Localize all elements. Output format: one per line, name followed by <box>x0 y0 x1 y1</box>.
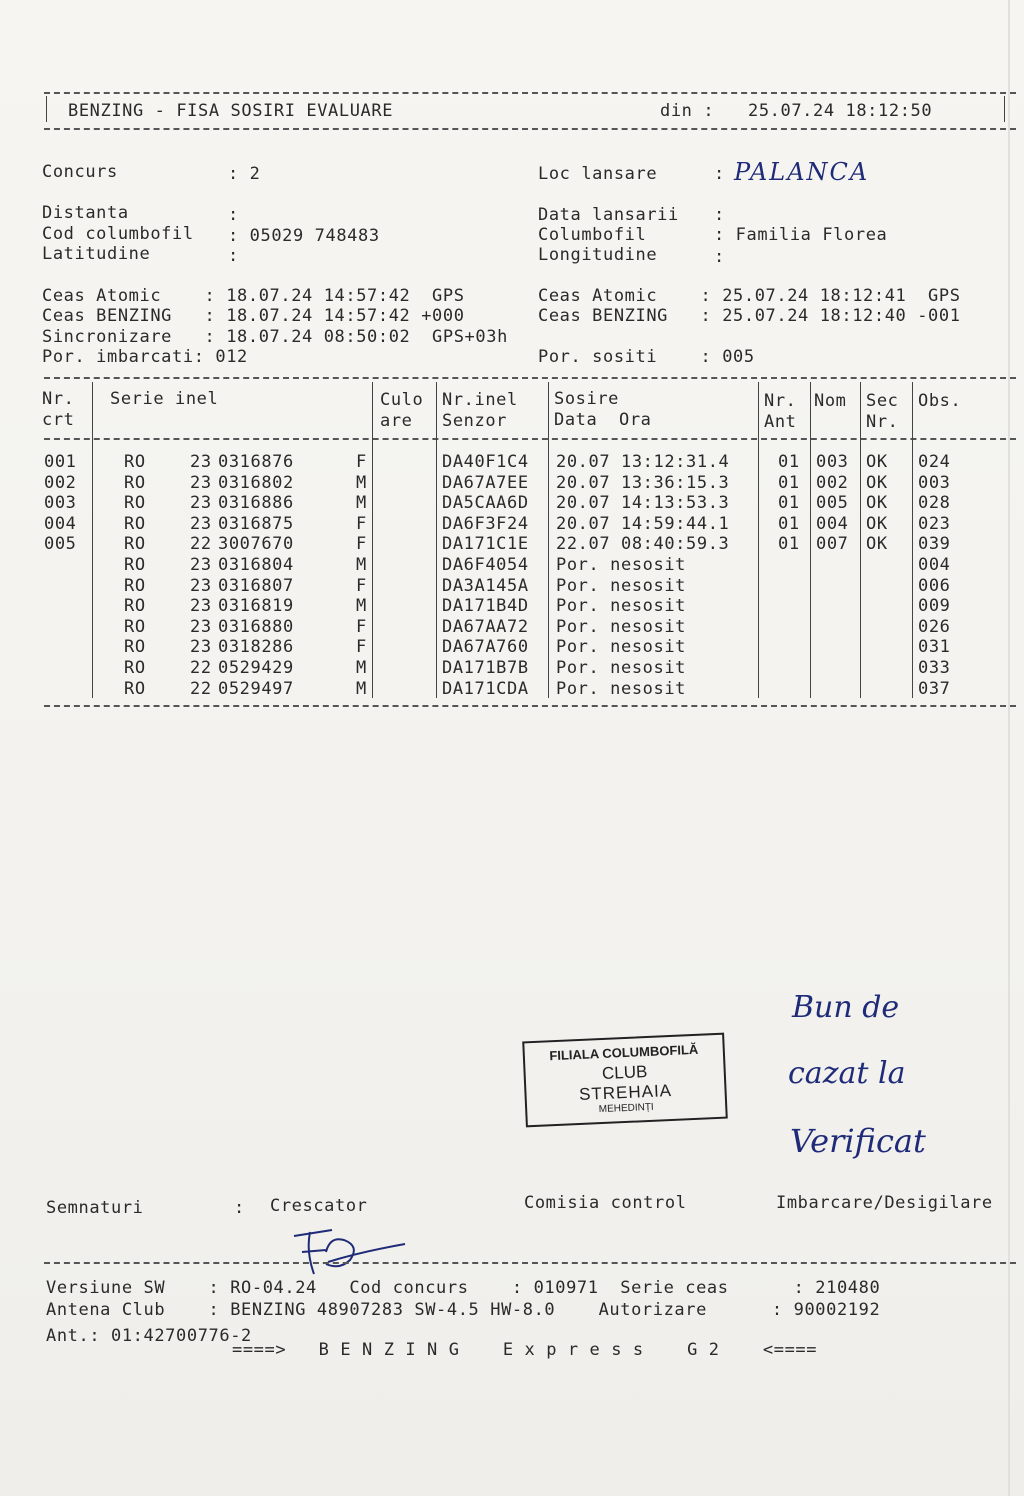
cell-arr: 22.07 08:40:59.3 <box>556 534 730 555</box>
cell-c: RO <box>124 555 146 575</box>
distanta-value: : <box>228 205 239 225</box>
cell-c: RO <box>124 493 146 514</box>
cell-c: RO <box>124 534 146 555</box>
concurs-value: : 2 <box>228 164 261 184</box>
cell-ant: 01 <box>778 513 800 534</box>
cell-ring: 0316886 <box>218 493 294 514</box>
col-serie-header: Serie inel <box>110 389 219 409</box>
cell-y: 23 <box>190 493 212 514</box>
cell-obs: 026 <box>918 616 951 637</box>
cell-sex: F <box>356 534 367 555</box>
cell-obs: 004 <box>918 555 951 575</box>
cell-sec: OK <box>866 513 888 534</box>
cell-sensor: DA40F1C4 <box>442 452 529 472</box>
cell-sensor: DA6F3F24 <box>442 513 529 534</box>
signatures-colon: : <box>234 1198 245 1218</box>
cell-c: RO <box>124 513 146 534</box>
cell-obs: 031 <box>918 637 951 658</box>
cell-sex: M <box>356 678 367 699</box>
cell-sensor: DA171CDA <box>442 678 529 699</box>
cell-y: 23 <box>190 637 212 658</box>
cell-sensor: DA67AA72 <box>442 616 529 637</box>
club-stamp <box>522 1033 728 1128</box>
cell-sensor: DA171B4D <box>442 596 529 617</box>
cell-y: 22 <box>190 678 212 699</box>
cell-c: RO <box>124 678 146 699</box>
loc-lansare-label: Loc lansare <box>538 164 658 184</box>
cell-nom: 004 <box>816 513 849 534</box>
signature-imbarcare-label: Imbarcare/Desigilare <box>776 1193 993 1213</box>
col-sep-8 <box>912 382 913 698</box>
cell-obs: 037 <box>918 678 951 699</box>
cell-arr: 20.07 13:36:15.3 <box>556 472 730 493</box>
columbofil-value: : Familia Florea <box>714 225 888 245</box>
stamp-line-4: MEHEDINȚI <box>598 1101 654 1116</box>
cell-ant: 01 <box>778 534 800 555</box>
cell-arr: Por. nesosit <box>556 575 687 596</box>
latitudine-value: : <box>228 246 239 266</box>
header-right-border <box>1004 96 1005 122</box>
clock-end-benzing: Ceas BENZING : 25.07.24 18:12:40 -001 <box>538 306 961 326</box>
cell-nom: 005 <box>816 493 849 514</box>
pigeons-embarked: Por. imbarcati: 012 <box>42 347 248 367</box>
signature-comisia-label: Comisia control <box>524 1193 687 1213</box>
col-sep-4 <box>548 382 549 698</box>
cell-arr: Por. nesosit <box>556 678 687 699</box>
cell-ring: 0316875 <box>218 513 294 534</box>
cod-columbofil-label: Cod columbofil <box>42 224 194 244</box>
cell-nom: 003 <box>816 452 849 472</box>
header-bottom-border <box>44 128 1016 130</box>
cell-sex: M <box>356 658 367 678</box>
cell-sec: OK <box>866 452 888 472</box>
stamp-line-2: CLUB <box>601 1062 648 1083</box>
header-left-border <box>46 96 47 122</box>
clock-start-benzing: Ceas BENZING : 18.07.24 14:57:42 +000 <box>42 306 465 326</box>
table-header-separator <box>44 438 1016 440</box>
col-dataora-header: Data Ora <box>554 410 652 430</box>
cell-sex: F <box>356 616 367 637</box>
footer-line-2: Antena Club : BENZING 48907283 SW-4.5 HW-8.0 Autorizare : 90002192 <box>46 1300 881 1320</box>
clock-sync: Sincronizare : 18.07.24 08:50:02 GPS+03h <box>42 327 508 347</box>
crescator-signature <box>280 1222 420 1278</box>
data-lansarii-label: Data lansarii <box>538 205 679 225</box>
cell-sensor: DA67A7EE <box>442 472 529 493</box>
cell-ring: 0529497 <box>218 678 294 699</box>
col-ant-header: Ant <box>764 412 797 432</box>
col-senzor-header: Senzor <box>442 411 508 431</box>
cell-sensor: DA67A760 <box>442 637 529 658</box>
date-value: 25.07.24 18:12:50 <box>748 101 933 121</box>
cell-arr: Por. nesosit <box>556 658 687 678</box>
concurs-label: Concurs <box>42 162 118 182</box>
cell-obs: 024 <box>918 452 951 472</box>
cell-ring: 0316876 <box>218 452 294 472</box>
cell-ant: 01 <box>778 472 800 493</box>
cell-ring: 0316807 <box>218 575 294 596</box>
cell-c: RO <box>124 575 146 596</box>
cell-nr: 001 <box>44 452 77 472</box>
paper-fold-line <box>1008 0 1010 1496</box>
footer-line-4: ====> B E N Z I N G E x p r e s s G 2 <==== <box>232 1340 818 1360</box>
footer-top-border <box>44 1262 1016 1264</box>
col-culo-header: Culo <box>380 390 424 410</box>
col-sep-7 <box>860 382 861 698</box>
cell-y: 23 <box>190 616 212 637</box>
cell-ring: 3007670 <box>218 534 294 555</box>
cell-y: 23 <box>190 596 212 617</box>
header-top-border <box>44 92 1016 94</box>
cell-y: 22 <box>190 534 212 555</box>
col-obs-header: Obs. <box>918 391 962 411</box>
handwritten-loc-lansare: PALANCA <box>734 158 870 186</box>
clock-end-atomic: Ceas Atomic : 25.07.24 18:12:41 GPS <box>538 286 961 306</box>
col-secnr-header: Nr. <box>866 412 899 432</box>
cell-sex: M <box>356 555 367 575</box>
col-sep-2 <box>372 382 373 698</box>
col-nrinel-header: Nr.inel <box>442 390 518 410</box>
signatures-label: Semnaturi <box>46 1198 144 1218</box>
cell-obs: 006 <box>918 575 951 596</box>
cell-sensor: DA6F4054 <box>442 555 529 575</box>
cell-obs: 009 <box>918 596 951 617</box>
cell-arr: Por. nesosit <box>556 616 687 637</box>
distanta-label: Distanta <box>42 203 129 223</box>
handwritten-note-2: cazat la <box>788 1056 906 1091</box>
table-bottom-border <box>44 705 1016 707</box>
cell-nr: 003 <box>44 493 77 514</box>
cell-y: 23 <box>190 513 212 534</box>
cell-nom: 002 <box>816 472 849 493</box>
cell-sex: F <box>356 575 367 596</box>
cell-c: RO <box>124 472 146 493</box>
cell-nr: 002 <box>44 472 77 493</box>
col-nrant-header: Nr. <box>764 391 797 411</box>
cell-ring: 0529429 <box>218 658 294 678</box>
cell-c: RO <box>124 658 146 678</box>
footer-line-1: Versiune SW : RO-04.24 Cod concurs : 010971 Serie ceas : 210480 <box>46 1278 881 1298</box>
data-lansarii-value: : <box>714 205 725 225</box>
cell-sec: OK <box>866 472 888 493</box>
latitudine-label: Latitudine <box>42 244 151 264</box>
cell-y: 23 <box>190 452 212 472</box>
cell-sensor: DA5CAA6D <box>442 493 529 514</box>
cell-sex: F <box>356 637 367 658</box>
cell-sensor: DA171B7B <box>442 658 529 678</box>
cell-arr: 20.07 14:13:53.3 <box>556 493 730 514</box>
col-sep-5 <box>758 382 759 698</box>
cell-ring: 0316802 <box>218 472 294 493</box>
cell-y: 23 <box>190 575 212 596</box>
cell-c: RO <box>124 596 146 617</box>
stamp-line-3: STREHAIA <box>578 1080 673 1105</box>
document-title: BENZING - FISA SOSIRI EVALUARE <box>68 101 394 121</box>
cell-sex: M <box>356 493 367 514</box>
signature-crescator-label: Crescator <box>270 1196 368 1216</box>
cell-arr: Por. nesosit <box>556 555 687 575</box>
cod-columbofil-value: : 05029 748483 <box>228 226 380 246</box>
columbofil-label: Columbofil <box>538 225 647 245</box>
clock-start-atomic: Ceas Atomic : 18.07.24 14:57:42 GPS <box>42 286 465 306</box>
cell-nr: 004 <box>44 513 77 534</box>
cell-obs: 033 <box>918 658 951 678</box>
cell-y: 23 <box>190 555 212 575</box>
cell-obs: 028 <box>918 493 951 514</box>
cell-c: RO <box>124 616 146 637</box>
cell-sex: F <box>356 513 367 534</box>
cell-sex: M <box>356 596 367 617</box>
col-crt-header: crt <box>42 410 75 430</box>
cell-c: RO <box>124 637 146 658</box>
cell-sec: OK <box>866 493 888 514</box>
table-top-border <box>44 377 1016 379</box>
cell-obs: 023 <box>918 513 951 534</box>
cell-c: RO <box>124 452 146 472</box>
cell-y: 23 <box>190 472 212 493</box>
handwritten-note-3: Verificat <box>790 1122 926 1160</box>
pigeons-arrived: Por. sositi : 005 <box>538 347 755 367</box>
cell-ring: 0316804 <box>218 555 294 575</box>
stamp-line-1: FILIALA COLUMBOFILĂ <box>549 1041 699 1064</box>
cell-ant: 01 <box>778 493 800 514</box>
cell-arr: Por. nesosit <box>556 596 687 617</box>
handwritten-note-1: Bun de <box>792 990 900 1025</box>
cell-sensor: DA3A145A <box>442 575 529 596</box>
longitudine-value: : <box>714 247 725 267</box>
cell-arr: Por. nesosit <box>556 637 687 658</box>
col-sep-3 <box>436 382 437 698</box>
cell-ring: 0316880 <box>218 616 294 637</box>
cell-obs: 003 <box>918 472 951 493</box>
cell-sex: F <box>356 452 367 472</box>
col-sec-header: Sec <box>866 391 899 411</box>
col-nom-header: Nom <box>814 391 847 411</box>
cell-nom: 007 <box>816 534 849 555</box>
cell-arr: 20.07 14:59:44.1 <box>556 513 730 534</box>
cell-obs: 039 <box>918 534 951 555</box>
col-nr-header: Nr. <box>42 389 75 409</box>
col-sosire-header: Sosire <box>554 389 620 409</box>
loc-lansare-colon: : <box>714 164 725 184</box>
col-sep-6 <box>810 382 811 698</box>
cell-ant: 01 <box>778 452 800 472</box>
col-sep-1 <box>92 382 93 698</box>
footer-line-3: Ant.: 01:42700776-2 <box>46 1326 252 1346</box>
cell-sec: OK <box>866 534 888 555</box>
cell-y: 22 <box>190 658 212 678</box>
cell-ring: 0316819 <box>218 596 294 617</box>
cell-arr: 20.07 13:12:31.4 <box>556 452 730 472</box>
col-are-header: are <box>380 411 413 431</box>
cell-sensor: DA171C1E <box>442 534 529 555</box>
cell-nr: 005 <box>44 534 77 555</box>
longitudine-label: Longitudine <box>538 245 658 265</box>
cell-sex: M <box>356 472 367 493</box>
date-label: din : <box>660 101 715 121</box>
cell-ring: 0318286 <box>218 637 294 658</box>
